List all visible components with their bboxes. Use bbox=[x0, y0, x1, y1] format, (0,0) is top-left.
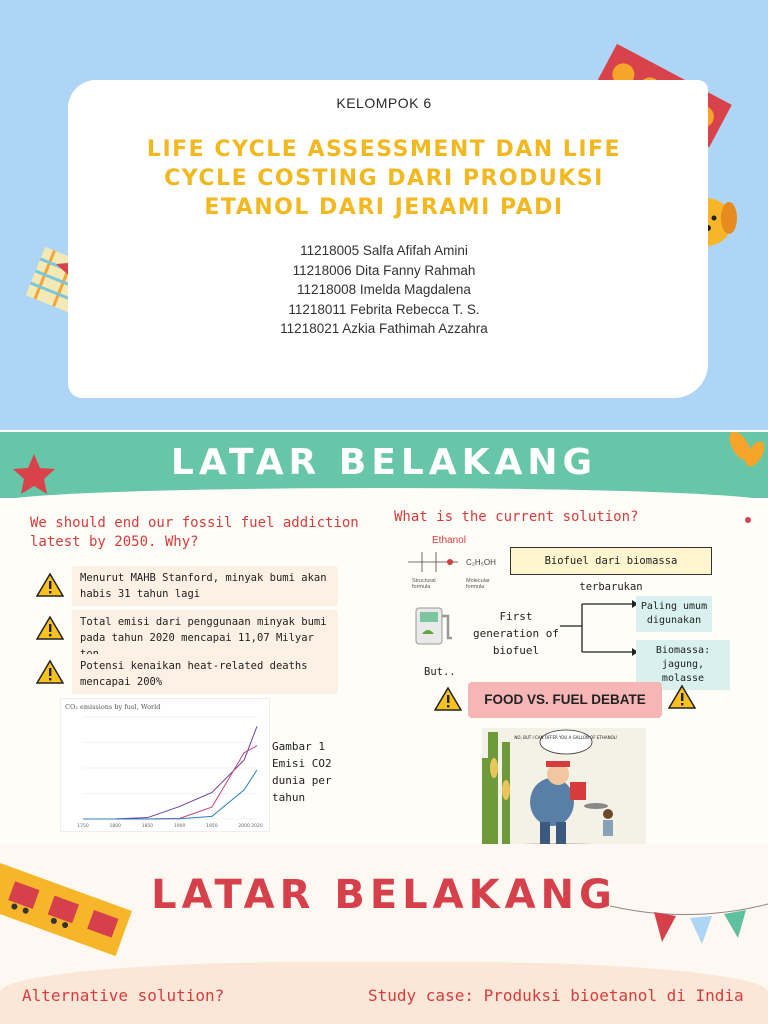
cartoon-image bbox=[482, 728, 646, 844]
x-tick-label: 1950 bbox=[206, 824, 218, 829]
member-item: 11218011 Febrita Rebecca T. S. bbox=[288, 301, 480, 317]
ethanol-label: Ethanol bbox=[432, 535, 466, 546]
x-tick-label: 1850 bbox=[141, 824, 154, 829]
background-slide bbox=[0, 432, 768, 844]
figure-caption: Gambar 1 Emisi CO2 dunia per tahun bbox=[272, 740, 332, 804]
slide-title: LATAR BELAKANG bbox=[170, 442, 598, 483]
left-heading: Alternative solution? bbox=[22, 986, 225, 1005]
warning-icon bbox=[36, 572, 64, 598]
molecular-formula: C₂H₅OH bbox=[466, 558, 496, 567]
paper-card bbox=[68, 80, 708, 398]
food-vs-fuel-badge: FOOD VS. FUEL DEBATE bbox=[468, 682, 662, 718]
biofuel-box: Biofuel dari biomassa terbarukan bbox=[510, 547, 712, 575]
branch-biomass: Biomassa: jagung, molasse bbox=[636, 640, 730, 690]
right-heading: What is the current solution? bbox=[394, 509, 639, 525]
member-item: 11218008 Imelda Magdalena bbox=[297, 282, 471, 297]
note-item: Menurut MAHB Stanford, minyak bumi akan habis 31 tahun lagi bbox=[72, 566, 338, 606]
series-line-coal bbox=[83, 726, 257, 819]
dot-icon bbox=[745, 517, 751, 523]
chart-title: CO₂ emissions by fuel, World bbox=[65, 703, 161, 711]
but-label: But.. bbox=[424, 666, 456, 678]
fuel-pump-icon bbox=[408, 604, 460, 648]
series-line-oil bbox=[83, 746, 257, 819]
right-heading: Study case: Produksi bioetanol di India bbox=[368, 986, 744, 1005]
warning-icon bbox=[36, 615, 64, 641]
title-slide bbox=[0, 0, 768, 430]
molecular-label: Molecular formula bbox=[466, 578, 490, 590]
member-item: 11218005 Salfa Afifah Amini bbox=[300, 243, 468, 258]
note-item: Total emisi dari penggunaan minyak bumi pada tahun 2020 mencapai 11,07 Milyar bbox=[72, 610, 338, 666]
note-item: Potensi kenaikan heat-related deaths mencapai 200% bbox=[72, 654, 338, 694]
x-tick-label: 2000 bbox=[238, 824, 250, 829]
x-tick-label: 1750 bbox=[77, 824, 89, 829]
cartoon-speech: NO, BUT I CAN OFFER YOU A GALLON OF ETHANOL! bbox=[514, 735, 618, 740]
left-heading: We should end our fossil fuel addiction latest by 2050. Why? bbox=[30, 515, 359, 550]
first-gen-label: First generation of biofuel bbox=[472, 610, 560, 657]
x-tick-label: 1800 bbox=[109, 824, 121, 829]
co2-chart bbox=[60, 698, 270, 832]
x-tick-label: 2020 bbox=[251, 824, 263, 829]
slide-title: LATAR BELAKANG bbox=[151, 872, 617, 918]
x-tick-label: 1900 bbox=[173, 824, 186, 829]
warning-icon bbox=[36, 659, 64, 685]
background-slide-2 bbox=[0, 844, 768, 1024]
member-item: 11218021 Azkia Fathimah Azzahra bbox=[280, 321, 488, 336]
structural-label: Structural formula bbox=[412, 578, 436, 590]
member-item: 11218006 Dita Fanny Rahmah bbox=[292, 262, 476, 278]
member-list bbox=[0, 241, 768, 339]
ethanol-structure-icon bbox=[404, 548, 462, 578]
group-label: KELOMPOK 6 bbox=[336, 95, 432, 111]
branch-common: Paling umum digunakan bbox=[636, 596, 712, 632]
branch-arrows bbox=[560, 592, 640, 662]
presentation-title: LIFE CYCLE ASSESSMENT DAN LIFE CYCLE COSTING DARI PRODUKSI ETANOL DARI JERAMI PADI bbox=[146, 137, 622, 220]
warning-icon bbox=[668, 684, 696, 710]
chart-plot bbox=[61, 699, 271, 833]
series-line-gas bbox=[83, 770, 257, 819]
warning-icon bbox=[434, 686, 462, 712]
